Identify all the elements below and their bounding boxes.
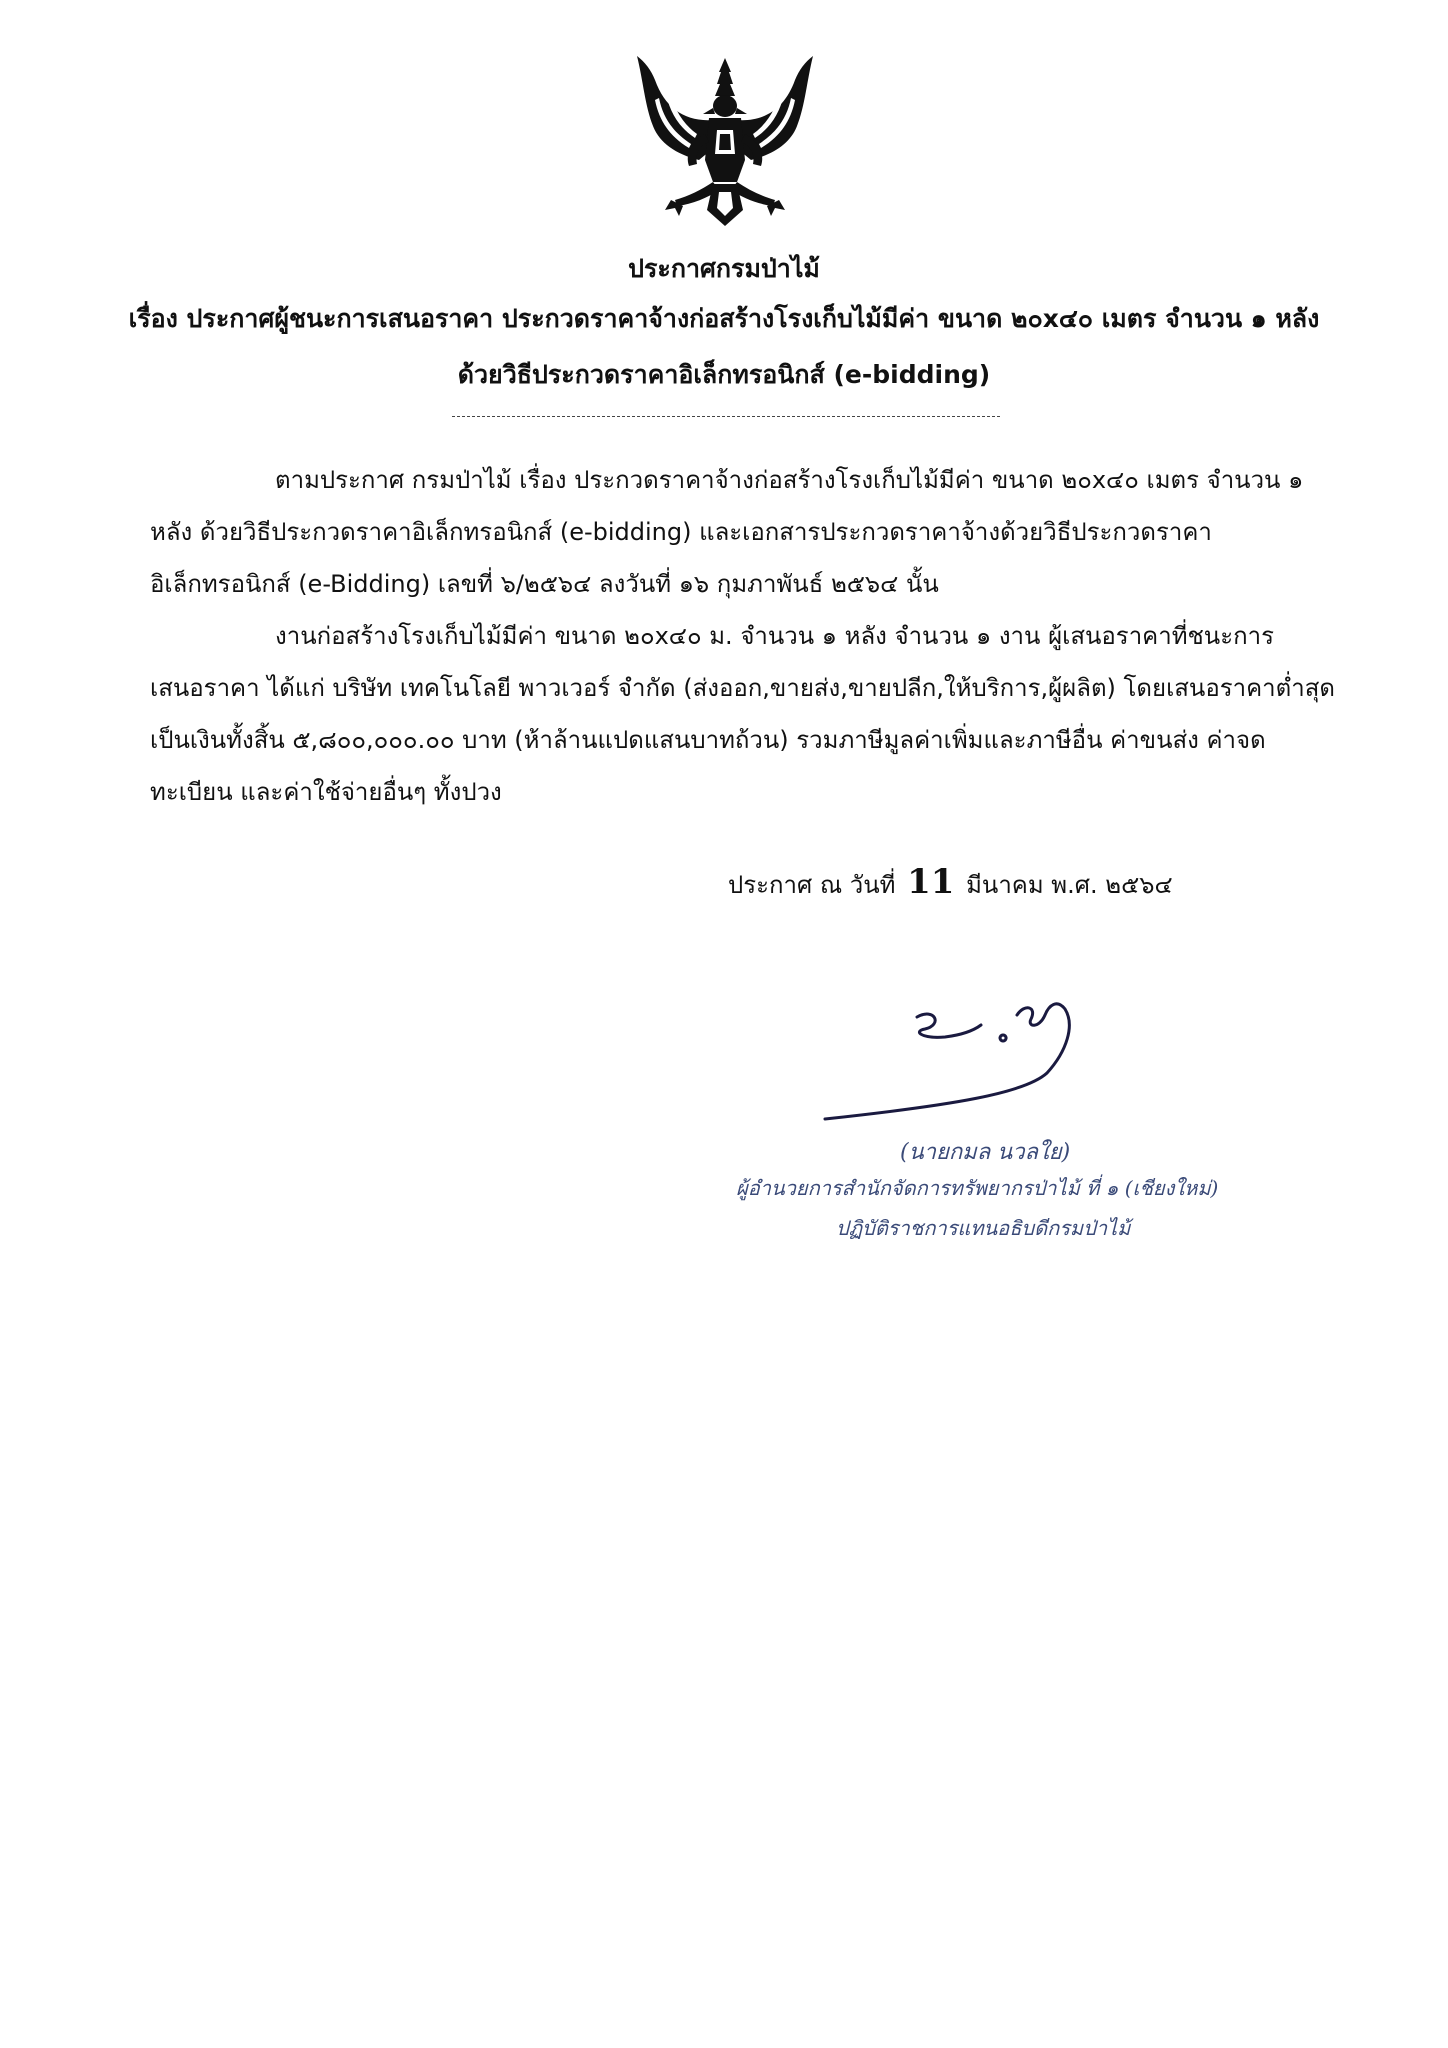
signer-acting: ปฏิบัติราชการแทนอธิบดีกรมป่าไม้ [836,1216,1131,1240]
dashed-divider [452,416,1000,417]
paragraph-1-line: อิเล็กทรอนิกส์ (e-Bidding) เลขที่ ๖/๒๕๖๔ ลงวันที่ ๑๖ กุมภาพันธ์ ๒๕๖๔ นั้น [150,570,939,598]
garuda-emblem-icon [625,50,825,232]
paragraph-1-line: ตามประกาศ กรมป่าไม้ เรื่อง ประกวดราคาจ้างก่อสร้างโรงเก็บไม้มีค่า ขนาด ๒๐x๔๐ เมตร จำนวน ๑ [275,466,1304,494]
document-subject: เรื่อง ประกาศผู้ชนะการเสนอราคา ประกวดราคาจ้างก่อสร้างโรงเก็บไม้มีค่า ขนาด ๒๐x๔๐ เมตร จำนวน ๑ หลัง [128,304,1320,333]
announcement-date [728,862,1173,902]
paragraph-1-line: หลัง ด้วยวิธีประกวดราคาอิเล็กทรอนิกส์ (e-bidding) และเอกสารประกวดราคาจ้างด้วยวิธีประกวดราคา [150,518,1212,546]
signer-name: (นายกมล นวลใย) [900,1140,1071,1165]
date-suffix: มีนาคม พ.ศ. ๒๕๖๔ [966,871,1173,899]
document-title: ประกาศกรมป่าไม้ [628,254,820,283]
paragraph-2-line: ทะเบียน และค่าใช้จ่ายอื่นๆ ทั้งปวง [150,778,502,806]
paragraph-2-line: เสนอราคา ได้แก่ บริษัท เทคโนโลยี พาวเวอร์ จำกัด (ส่งออก,ขายส่ง,ขายปลีก,ให้บริการ,ผู้ผลิต) โดยเสนอราคาต่ำสุด [150,674,1335,702]
document-method: ด้วยวิธีประกวดราคาอิเล็กทรอนิกส์ (e-bidding) [457,360,991,389]
paragraph-2-line: งานก่อสร้างโรงเก็บไม้มีค่า ขนาด ๒๐x๔๐ ม. จำนวน ๑ หลัง จำนวน ๑ งาน ผู้เสนอราคาที่ชนะการ [275,622,1274,650]
signer-position: ผู้อำนวยการสำนักจัดการทรัพยากรป่าไม้ ที่ ๑ (เชียงใหม่) [736,1176,1219,1200]
paragraph-2-line: เป็นเงินทั้งสิ้น ๕,๘๐๐,๐๐๐.๐๐ บาท (ห้าล้านแปดแสนบาทถ้วน) รวมภาษีมูลค่าเพิ่มและภาษีอื่น ค่าขนส่ง ค่าจด [150,726,1266,754]
handwritten-signature [785,985,1125,1135]
date-prefix: ประกาศ ณ วันที่ [728,871,896,899]
date-day: 11 [907,862,955,902]
